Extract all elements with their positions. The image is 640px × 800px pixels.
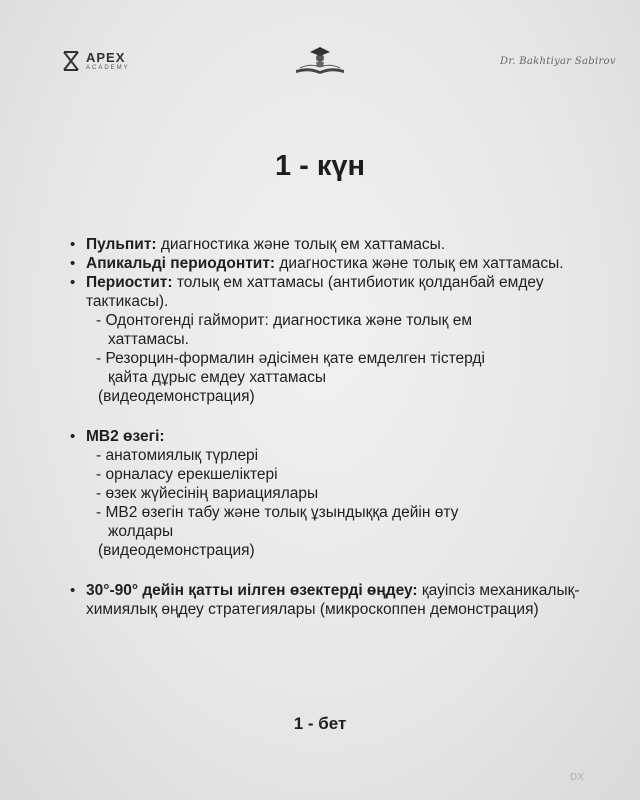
bullet-icon: • (70, 274, 76, 291)
brand-logo (62, 50, 130, 72)
sub-item: - Одонтогенді гайморит: диагностика және толық ем (96, 312, 473, 329)
list-item (70, 581, 590, 619)
list-item (70, 254, 590, 273)
bullet-icon: • (70, 236, 76, 253)
graduation-book-emblem-icon (292, 44, 348, 76)
bullet-icon: • (70, 582, 76, 599)
item-heading: Апикальді периодонтит: (86, 255, 276, 272)
header (0, 0, 640, 110)
page-title: 1 - күн (274, 150, 366, 182)
bullet-icon: • (70, 428, 76, 445)
item-text: қауіпсіз механикалық-химиялық өңдеу стратегиялары (микроскоппен демонстрация) (86, 582, 580, 618)
sub-item-continued: жолдары (108, 523, 174, 540)
sub-item: - Резорцин-формалин әдісімен қате емделген тістерді (96, 350, 485, 367)
list-item (70, 427, 590, 446)
sub-item-continued: қайта дұрыс емдеу хаттамасы (108, 369, 327, 386)
sub-item-continued: хаттамасы. (108, 331, 189, 348)
page-number: 1 - бет (293, 714, 347, 733)
content (70, 235, 590, 619)
item-text: диагностика және толық ем хаттамасы. (156, 236, 446, 253)
item-heading: Пульпит: (86, 236, 157, 253)
sub-item: - анатомиялық түрлері (96, 447, 259, 464)
sub-item: - MB2 өзегін табу және толық ұзындыққа дейін өту (96, 504, 459, 521)
list-item (70, 235, 590, 254)
watermark-logo: DX (570, 772, 584, 783)
brand-name: APEX (86, 50, 126, 65)
item-heading: Периостит: (86, 274, 173, 291)
video-note: (видеодемонстрация) (98, 542, 255, 559)
bullet-icon: • (70, 255, 76, 272)
signature: Dr. Bakhtiyar Sabirov (500, 56, 616, 67)
video-note: (видеодемонстрация) (98, 388, 255, 405)
item-heading: MB2 өзегі: (86, 428, 165, 445)
sub-item: - орналасу ерекшеліктері (96, 466, 278, 483)
item-heading: 30°-90° дейін қатты иілген өзектерді өңдеу: (86, 582, 418, 599)
brand-subtitle: ACADEMY (86, 65, 130, 71)
sub-item: - өзек жүйесінің вариациялары (96, 485, 319, 502)
list-item (70, 273, 590, 311)
apex-logo-icon (62, 50, 80, 72)
item-text: толық ем хаттамасы (антибиотик қолданбай емдеу тактикасы). (86, 274, 544, 310)
item-text: диагностика және толық ем хаттамасы. (275, 255, 564, 272)
